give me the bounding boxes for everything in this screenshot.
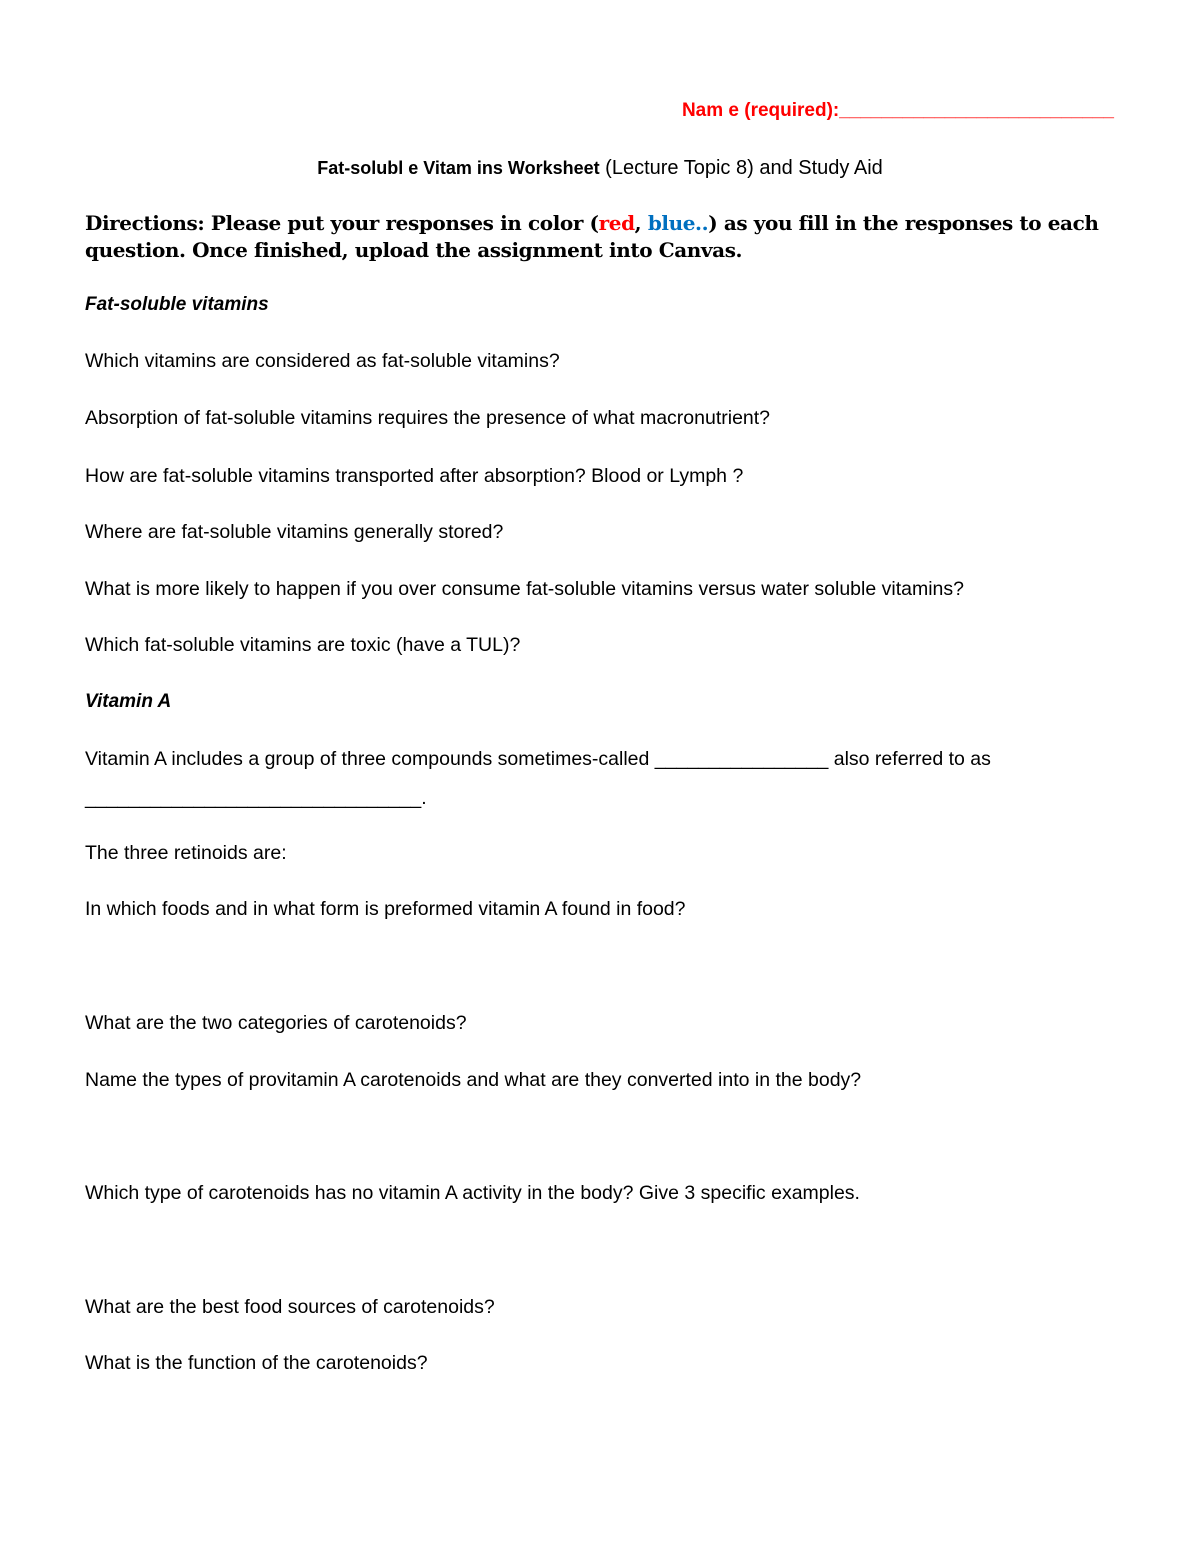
name-blank[interactable]: __________________________: [839, 100, 1114, 121]
question-2: Absorption of fat-soluble vitamins requires the presence of what macronutrient?: [85, 407, 771, 429]
question-3: How are fat-soluble vitamins transported after absorption? Blood or Lymph ?: [85, 465, 744, 487]
question-6: Which fat-soluble vitamins are toxic (have a TUL)?: [85, 634, 521, 656]
directions-before: Directions: Please put your responses in color (: [85, 211, 599, 235]
directions-paragraph: [85, 210, 1115, 264]
title-part2: (Lecture Topic 8) and Study Aid: [599, 157, 883, 179]
question-9: In which foods and in what form is preformed vitamin A found in food?: [85, 898, 686, 920]
question-1: Which vitamins are considered as fat-soluble vitamins?: [85, 350, 560, 372]
directions-after: ) as you fill in the responses to each question. Once finished, upload the assignment into Canvas.: [85, 211, 1099, 262]
directions-comma: ,: [634, 211, 648, 235]
question-11: Name the types of provitamin A carotenoids and what are they converted into in the body?: [85, 1069, 862, 1091]
title-part1: Fat-solubl e Vitam ins Worksheet: [317, 158, 600, 178]
question-14: What is the function of the carotenoids?: [85, 1352, 428, 1374]
name-label: Nam e (required):: [681, 100, 840, 121]
question-7-line1: Vitamin A includes a group of three compounds sometimes-called ________________ also referred to as: [85, 748, 991, 770]
section-heading-vitamin-a: Vitamin A: [85, 691, 172, 712]
question-13: What are the best food sources of carotenoids?: [85, 1296, 495, 1318]
question-12: Which type of carotenoids has no vitamin A activity in the body? Give 3 specific examples.: [85, 1182, 860, 1204]
directions-red-word: red: [598, 211, 635, 235]
question-5: What is more likely to happen if you over consume fat-soluble vitamins versus water soluble vitamins?: [85, 578, 964, 600]
directions-blue-word: blue..: [647, 211, 709, 235]
name-field-label[interactable]: [682, 100, 1114, 122]
section-heading-fat-soluble: Fat-soluble vitamins: [85, 294, 269, 315]
question-7-line2: _______________________________.: [85, 787, 427, 809]
question-4: Where are fat-soluble vitamins generally stored?: [85, 521, 504, 543]
question-8: The three retinoids are:: [85, 842, 287, 864]
question-10: What are the two categories of carotenoids?: [85, 1012, 467, 1034]
worksheet-title: [0, 157, 1200, 180]
